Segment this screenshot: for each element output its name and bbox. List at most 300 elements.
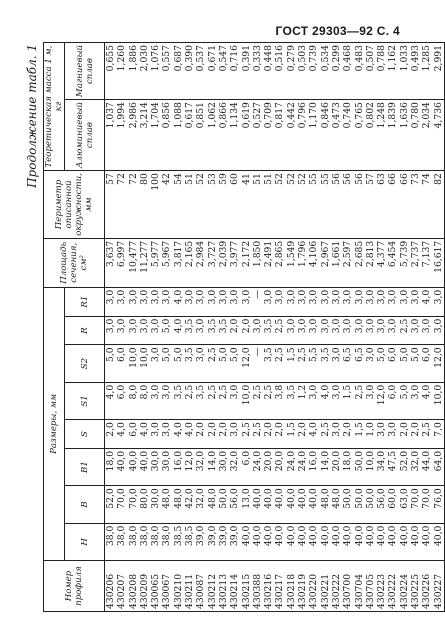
- table-cell: 40,0: [285, 525, 297, 547]
- table-cell: 430217: [274, 573, 286, 609]
- table-cell: 3,0: [150, 289, 162, 305]
- table-cell: 40,0: [342, 525, 354, 547]
- table-cell: 2,5: [251, 384, 263, 400]
- table-cell: 0,448: [263, 45, 275, 72]
- table-cell: 40,0: [240, 525, 252, 547]
- table-cell: 50,0: [364, 488, 376, 509]
- table-cell: 50,0: [353, 450, 365, 472]
- table-cell: 3,5: [319, 347, 331, 363]
- table-cell: 38,0: [105, 525, 116, 547]
- table-cell: 10,0: [240, 384, 252, 406]
- table-cell: 3,0: [229, 422, 241, 437]
- table-cell: 430220: [308, 573, 320, 609]
- table-cell: 3,0: [308, 289, 320, 305]
- table-cell: 24,0: [251, 450, 263, 472]
- table-cell: 40,0: [308, 525, 320, 547]
- table-cell: 3,0: [410, 384, 422, 400]
- table-cell: 6,0: [421, 347, 433, 363]
- table-cell: 5,0: [172, 347, 184, 363]
- table-cell: 430388: [251, 573, 263, 609]
- table-cell: 430210: [172, 573, 184, 609]
- table-cell: 39,0: [206, 525, 218, 547]
- column-s2: [105, 345, 445, 382]
- table-cell: 38,0: [161, 525, 173, 547]
- table-cell: 5,0: [398, 347, 410, 363]
- table-cell: 2,5: [240, 422, 252, 437]
- table-cell: 1,162: [387, 45, 399, 72]
- table-cell: 3,0: [127, 289, 139, 305]
- table-cell: 1,088: [172, 102, 184, 129]
- table-cell: 2,865: [274, 240, 286, 268]
- rotated-table-block: [25, 42, 444, 612]
- table-cell: 56: [353, 173, 365, 185]
- table-cell: 72: [116, 173, 128, 185]
- table-cell: 56,0: [376, 488, 388, 509]
- table-cell: 430704: [353, 573, 365, 609]
- table-cell: 48,0: [172, 488, 184, 509]
- table-cell: 20,0: [274, 450, 286, 472]
- table-cell: 40,0: [274, 525, 286, 547]
- table-cell: 1,839: [387, 102, 399, 129]
- table-cell: 1,285: [421, 45, 433, 72]
- table-cell: 30,0: [150, 488, 162, 509]
- table-cell: 50,0: [353, 488, 365, 509]
- table-cell: 38,5: [172, 525, 184, 547]
- table-cell: 3,0: [330, 384, 342, 400]
- table-cell: 1,2: [297, 384, 309, 400]
- table-cell: 4,0: [184, 422, 196, 437]
- table-cell: 63,0: [398, 488, 410, 509]
- table-cell: 40,0: [410, 525, 422, 547]
- table-cell: 0,468: [342, 45, 354, 72]
- table-cell: 55: [308, 173, 320, 185]
- table-cell: 11,277: [138, 240, 150, 273]
- table-cell: 1,134: [229, 102, 241, 129]
- table-cell: 430225: [410, 573, 422, 609]
- table-cell: 40,0: [251, 525, 263, 547]
- table-cell: 76,0: [432, 488, 444, 509]
- table-cell: 0,547: [217, 45, 229, 72]
- table-cell: 2,172: [240, 240, 252, 268]
- table-cell: 0,442: [285, 102, 297, 129]
- table-cell: 2,984: [195, 240, 207, 268]
- table-cell: 0,740: [342, 102, 354, 129]
- col-header-perimeter: Периметр описанной окружности, мм: [44, 171, 105, 239]
- table-cell: 40,0: [353, 525, 365, 547]
- table-cell: 5,0: [410, 347, 422, 363]
- table-cell: 2,5: [274, 318, 286, 334]
- table-cell: 10,0: [127, 347, 139, 368]
- table-cell: 3,0: [364, 289, 376, 305]
- table-cell: 3,0: [217, 289, 229, 305]
- column-aluminum: [105, 100, 445, 171]
- table-cell: 12,0: [184, 450, 196, 472]
- table-cell: 3,0: [263, 289, 275, 305]
- col-header-b1: B1: [65, 448, 105, 485]
- table-cell: 1,033: [398, 45, 410, 72]
- table-cell: 5,0: [376, 347, 388, 363]
- table-cell: 5,0: [161, 347, 173, 363]
- page-header: ГОСТ 29303—92 С. 4: [275, 24, 400, 38]
- table-cell: 430065: [150, 573, 162, 609]
- table-cell: 3,5: [217, 318, 229, 334]
- table-cell: 2,0: [195, 422, 207, 437]
- table-cell: 0,716: [229, 45, 241, 72]
- table-cell: 4,736: [432, 102, 444, 129]
- table-cell: 12,0: [432, 347, 444, 368]
- table-cell: 3,0: [364, 384, 376, 400]
- table-cell: 2,5: [421, 422, 433, 437]
- table-cell: 430212: [206, 573, 218, 609]
- table-cell: 3,0: [387, 289, 399, 305]
- table-cell: 3,0: [342, 318, 354, 334]
- table-cell: 44,0: [421, 450, 433, 472]
- table-cell: 52,0: [398, 450, 410, 472]
- table-cell: 0,279: [285, 45, 297, 72]
- table-cell: 41: [240, 173, 252, 185]
- table-cell: 3,0: [195, 318, 207, 334]
- column-h: [105, 523, 445, 560]
- col-header-magnesium: Магниевый сплав: [65, 43, 105, 100]
- table-cell: 0,507: [364, 45, 376, 72]
- table-cell: 48,0: [206, 488, 218, 509]
- table-cell: 2,5: [297, 347, 309, 363]
- table-cell: 5,967: [161, 240, 173, 268]
- table-cell: 6,0: [240, 450, 252, 466]
- table-cell: 3,0: [150, 384, 162, 400]
- table-cell: 2,991: [432, 45, 444, 72]
- table-cell: 40,0: [263, 488, 275, 509]
- table-cell: 73: [410, 173, 422, 185]
- table-cell: 0,390: [184, 45, 196, 72]
- table-cell: 3,0: [195, 289, 207, 305]
- table-cell: 6,0: [116, 347, 128, 363]
- column-b: [105, 486, 445, 523]
- table-cell: 3,0: [150, 422, 162, 437]
- table-cell: 80,0: [138, 488, 150, 509]
- table-cell: 20,0: [330, 450, 342, 472]
- table-cell: 1,0: [364, 422, 376, 437]
- table-cell: 1,704: [150, 102, 162, 129]
- col-header-s2: S2: [65, 345, 105, 382]
- column-s: [105, 420, 445, 449]
- table-cell: 12,0: [376, 384, 388, 406]
- table-cell: 0,516: [274, 45, 286, 72]
- table-cell: 8,0: [138, 384, 150, 400]
- table-cell: 2,0: [263, 422, 275, 437]
- table-cell: 24,0: [285, 450, 297, 472]
- table-cell: 2,5: [263, 384, 275, 400]
- table-cell: 0,503: [297, 45, 309, 72]
- table-cell: 3,0: [229, 289, 241, 305]
- table-cell: 6,0: [116, 384, 128, 400]
- table-cell: 40,0: [398, 525, 410, 547]
- column-magnesium: [105, 43, 445, 100]
- table-cell: 0,671: [206, 45, 218, 72]
- table-cell: 3,0: [116, 289, 128, 305]
- table-cell: 66: [398, 173, 410, 185]
- table-cell: 0,780: [410, 102, 422, 129]
- table-cell: 4,0: [172, 422, 184, 437]
- col-header-aluminum: Алюминиевый сплав: [65, 100, 105, 171]
- table-cell: 32,0: [195, 488, 207, 509]
- table-cell: 3,0: [330, 289, 342, 305]
- table-cell: 3,5: [263, 347, 275, 363]
- table-cell: 4,0: [172, 318, 184, 334]
- table-cell: 2,5: [217, 384, 229, 400]
- table-cell: 430214: [229, 573, 241, 609]
- column-s1: [105, 382, 445, 419]
- table-cell: 38,0: [138, 525, 150, 547]
- col-header-s1: S1: [65, 382, 105, 419]
- table-cell: 1,886: [127, 45, 139, 72]
- table-cell: 40,0: [138, 450, 150, 472]
- table-cell: 430218: [285, 573, 297, 609]
- table-cell: 2,986: [127, 102, 139, 129]
- table-cell: 3,0: [150, 318, 162, 334]
- table-cell: 3,0: [297, 318, 309, 334]
- table-cell: 1,636: [398, 102, 410, 129]
- table-cell: 3,0: [308, 318, 320, 334]
- table-cell: —: [251, 289, 263, 299]
- table-cell: 12,0: [240, 347, 252, 368]
- table-cell: 3,0: [364, 347, 376, 363]
- table-cell: 70,0: [410, 488, 422, 509]
- table-cell: 2,0: [410, 422, 422, 437]
- table-cell: 0,866: [217, 102, 229, 129]
- column-profile-no: [105, 561, 445, 612]
- table-cell: 3,0: [342, 289, 354, 305]
- table-cell: 2,0: [240, 318, 252, 334]
- table-cell: 40,0: [297, 488, 309, 509]
- table-cell: 2,0: [217, 422, 229, 437]
- table-cell: 38,5: [184, 525, 196, 547]
- table-cell: 48,0: [319, 488, 331, 509]
- table-cell: 0,617: [184, 102, 196, 129]
- table-cell: 6,5: [353, 347, 365, 363]
- table-cell: 40,0: [319, 525, 331, 547]
- table-cell: 57: [105, 173, 116, 185]
- table-cell: 30,0: [150, 450, 162, 472]
- table-cell: 16,0: [172, 450, 184, 472]
- table-cell: 34,0: [376, 450, 388, 472]
- table-cell: 430216: [263, 573, 275, 609]
- table-cell: 3,0: [410, 318, 422, 334]
- table-cell: 4,0: [308, 422, 320, 437]
- table-cell: 430223: [376, 573, 388, 609]
- table-cell: 2,5: [398, 318, 410, 334]
- table-cell: 32,0: [410, 450, 422, 472]
- table-body-row: [105, 43, 445, 612]
- table-cell: 0,802: [364, 102, 376, 129]
- column-r1: [105, 287, 445, 316]
- table-cell: 72: [127, 173, 139, 185]
- table-cell: 6,0: [127, 422, 139, 437]
- table-cell: 52: [297, 173, 309, 185]
- col-header-b: B: [65, 486, 105, 523]
- table-cell: 40,0: [432, 525, 444, 547]
- column-b1: [105, 448, 445, 485]
- table-cell: 5,0: [217, 347, 229, 363]
- table-cell: 100: [150, 173, 162, 191]
- table-cell: 4,0: [138, 422, 150, 437]
- table-cell: 6,997: [116, 240, 128, 268]
- table-cell: 4,0: [172, 289, 184, 305]
- column-perimeter: [105, 171, 445, 239]
- table-cell: 52: [274, 173, 286, 185]
- table-cell: —: [251, 347, 263, 357]
- table-cell: 3,0: [138, 289, 150, 305]
- table-cell: 430067: [161, 573, 173, 609]
- table-cell: 3,5: [184, 318, 196, 334]
- table-cell: 1,661: [330, 240, 342, 268]
- table-cell: 2,039: [217, 240, 229, 268]
- table-cell: 3,5: [285, 384, 297, 400]
- table-cell: 2,0: [274, 422, 286, 437]
- table-cell: 63: [376, 173, 388, 185]
- table-cell: 66: [387, 173, 399, 185]
- table-cell: 40,0: [376, 525, 388, 547]
- table-cell: 10,0: [432, 384, 444, 406]
- table-cell: 2,5: [319, 422, 331, 437]
- table-cell: 18,0: [105, 450, 116, 472]
- col-header-profile-no: Номер профиля: [44, 561, 105, 612]
- table-cell: 70,0: [116, 488, 128, 509]
- table-cell: 0,817: [274, 102, 286, 129]
- table-cell: 0,537: [195, 45, 207, 72]
- table-cell: 51: [251, 173, 263, 185]
- table-cell: 10,0: [138, 347, 150, 368]
- table-cell: 1,549: [285, 240, 297, 268]
- table-cell: 3,0: [376, 422, 388, 437]
- table-cell: 70,0: [421, 488, 433, 509]
- table-cell: 74: [421, 173, 433, 185]
- table-cell: 1,062: [206, 102, 218, 129]
- table-cell: 8,0: [127, 384, 139, 400]
- table-cell: 1,5: [342, 384, 354, 400]
- table-cell: 3,727: [206, 240, 218, 268]
- table-cell: 3,0: [376, 318, 388, 334]
- table-cell: 430208: [127, 573, 139, 609]
- table-cell: 0,483: [353, 45, 365, 72]
- table-cell: 51: [263, 173, 275, 185]
- table-cell: 3,0: [432, 318, 444, 334]
- table-cell: 5,5: [308, 347, 320, 363]
- table-cell: 430219: [297, 573, 309, 609]
- col-header-r1: R1: [65, 287, 105, 316]
- table-cell: 52,0: [105, 488, 116, 509]
- table-cell: 40,0: [364, 525, 376, 547]
- table-cell: 3,5: [172, 384, 184, 400]
- table-cell: 48,0: [330, 488, 342, 509]
- table-cell: 1,850: [251, 240, 263, 268]
- table-cell: 48,0: [161, 488, 173, 509]
- table-cell: 20,0: [263, 450, 275, 472]
- table-cell: 16,617: [432, 240, 444, 273]
- table-cell: 1,248: [376, 102, 388, 129]
- table-cell: 60: [229, 173, 241, 185]
- table-cell: 38,0: [116, 525, 128, 547]
- table-cell: 6,5: [342, 347, 354, 363]
- table-cell: 2,5: [206, 384, 218, 400]
- table-cell: 1,170: [308, 102, 320, 129]
- col-header-area: Площадь сечения, см²: [44, 238, 105, 287]
- table-cell: 39,0: [229, 525, 241, 547]
- column-area: [105, 238, 445, 287]
- table-cell: 0,619: [240, 102, 252, 129]
- table-cell: 430215: [240, 573, 252, 609]
- table-cell: 2,685: [353, 240, 365, 268]
- table-cell: 1,076: [150, 45, 162, 72]
- table-cell: 2,0: [297, 422, 309, 437]
- table-cell: 0,557: [161, 45, 173, 72]
- table-cell: 5,0: [229, 347, 241, 363]
- table-cell: 16,0: [308, 450, 320, 472]
- table-cell: 59: [217, 173, 229, 185]
- table-cell: 7,137: [421, 240, 433, 268]
- table-cell: 430222: [330, 573, 342, 609]
- table-cell: 40,0: [421, 525, 433, 547]
- table-cell: 3,0: [319, 318, 331, 334]
- table-cell: 2,034: [421, 102, 433, 129]
- table-cell: 7,0: [432, 422, 444, 437]
- table-cell: 40,0: [116, 450, 128, 472]
- table-cell: 3,0: [229, 384, 241, 400]
- table-cell: 5,739: [398, 240, 410, 268]
- table-cell: 0,788: [376, 45, 388, 72]
- table-cell: 3,0: [387, 422, 399, 437]
- table-cell: 60,0: [387, 488, 399, 509]
- table-cell: 1,994: [116, 102, 128, 129]
- table-cell: 39,0: [217, 525, 229, 547]
- table-cell: 430227: [432, 573, 444, 609]
- col-header-dimensions: Размеры, мм: [44, 287, 65, 560]
- table-cell: 430222: [387, 573, 399, 609]
- table-cell: 3,5: [195, 384, 207, 400]
- table-cell: 1,796: [297, 240, 309, 268]
- col-header-s: S: [65, 420, 105, 449]
- table-cell: 53: [206, 173, 218, 185]
- table-cell: 1,5: [285, 347, 297, 363]
- table-cell: 3,637: [105, 240, 116, 268]
- table-cell: 3,0: [285, 318, 297, 334]
- table-cell: 39,0: [195, 525, 207, 547]
- table-cell: 32,0: [195, 450, 207, 472]
- table-cell: 56,0: [229, 488, 241, 509]
- table-cell: 14,0: [319, 450, 331, 472]
- table-cell: 430700: [342, 573, 354, 609]
- table-cell: 56: [342, 173, 354, 185]
- table-cell: 2,597: [342, 240, 354, 268]
- table-cell: 3,0: [364, 318, 376, 334]
- table-cell: 3,977: [229, 240, 241, 268]
- table-cell: 3,0: [127, 318, 139, 334]
- table-cell: 3,5: [206, 318, 218, 334]
- table-cell: 50,0: [342, 488, 354, 509]
- col-header-mass: Теоретическая масса 1 м, кг: [44, 43, 65, 171]
- table-cell: 430221: [319, 573, 331, 609]
- table-cell: 3,0: [138, 318, 150, 334]
- table-cell: 40,0: [263, 525, 275, 547]
- table-cell: 5,977: [150, 240, 162, 268]
- table-cell: 2,5: [206, 347, 218, 363]
- table-cell: 4,0: [421, 384, 433, 400]
- table-cell: 2,967: [319, 240, 331, 268]
- table-cell: 3,0: [161, 422, 173, 437]
- table-cell: 3,0: [330, 318, 342, 334]
- table-cell: 3,0: [330, 347, 342, 363]
- table-cell: 14,0: [206, 450, 218, 472]
